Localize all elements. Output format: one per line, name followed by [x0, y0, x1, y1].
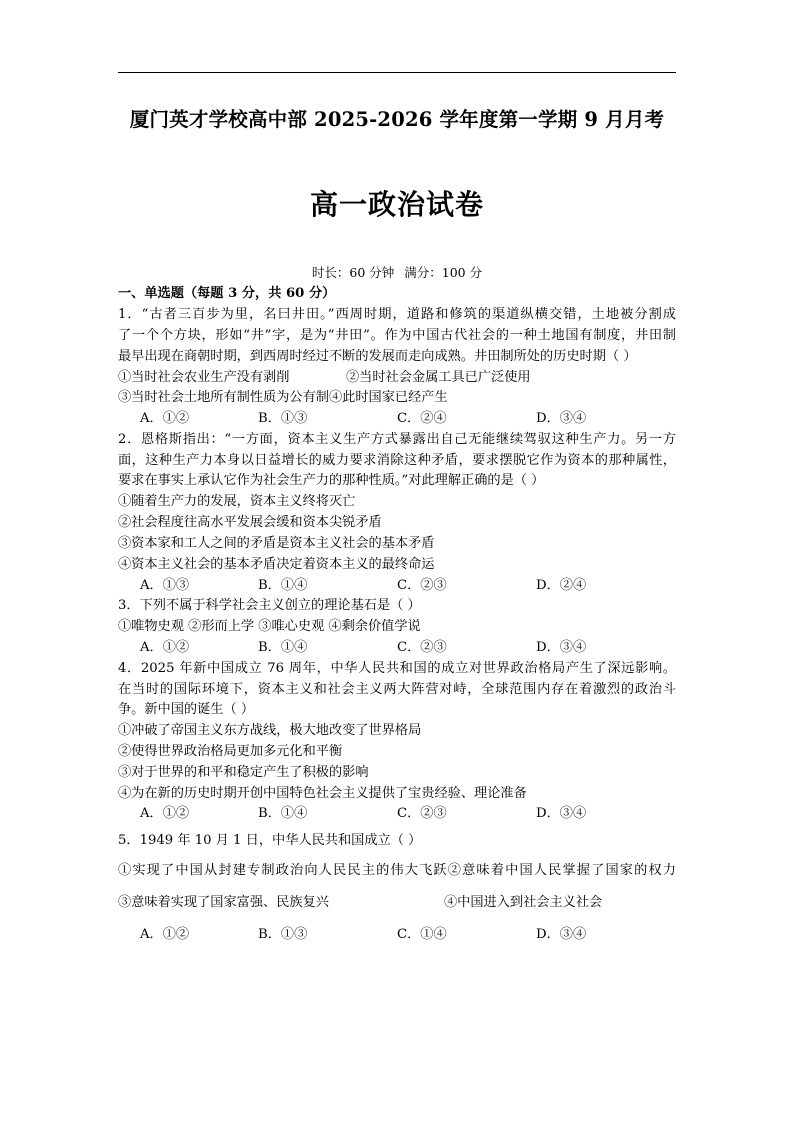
q1-option-a: A．①② — [140, 411, 190, 426]
q2-statement: ③资本家和工人之间的矛盾是资本主义社会的基本矛盾 — [118, 536, 435, 551]
q4-stem-line: 在当时的国际环境下，资本主义和社会主义两大阵营对峙，全球范围内存在着激烈的政治斗 — [118, 682, 676, 697]
q2-statement: ②社会程度往高水平发展会缓和资本尖锐矛盾 — [118, 515, 382, 530]
q2-option-c: C．②③ — [397, 578, 447, 593]
q4-statement: ③对于世界的和平和稳定产生了积极的影响 — [118, 765, 369, 780]
q2-statement: ①随着生产力的发展，资本主义终将灭亡 — [118, 494, 356, 509]
school-exam-title: 厦门英才学校高中部 2025-2026 学年度第一学期 9 月月考 — [129, 108, 665, 131]
q3-stem: 3．下列不属于科学社会主义创立的理论基石是（ ） — [118, 598, 421, 613]
q5-option-d: D．③④ — [536, 927, 587, 942]
q5-statement: ③意味着实现了国家富强、民族复兴 — [118, 895, 329, 910]
q3-option-a: A．①② — [140, 640, 190, 655]
q1-statement: ③当时社会土地所有制性质为公有制④此时国家已经产生 — [118, 390, 448, 405]
q2-statement: ④资本主义社会的基本矛盾决定着资本主义的最终命运 — [118, 557, 435, 572]
q4-stem-line: 4．2025 年新中国成立 76 周年，中华人民共和国的成立对世界政治格局产生了深远影响。 — [118, 661, 676, 676]
paper-title: 高一政治试卷 — [309, 188, 484, 221]
q1-option-c: C．②④ — [397, 411, 447, 426]
q2-stem-line: 要求在事实上承认它作为社会生产力的那种性质。”对此理解正确的是（ ） — [118, 473, 545, 488]
exam-meta — [0, 263, 794, 281]
q5-stem: 5．1949 年 10 月 1 日，中华人民共和国成立（ ） — [118, 833, 422, 848]
q3-option-b: B．①④ — [258, 640, 308, 655]
header-rule — [118, 72, 676, 73]
q4-statement: ④为在新的历史时期开创中国特色社会主义提供了宝贵经验、理论准备 — [118, 786, 527, 801]
q1-option-b: B．①③ — [258, 411, 308, 426]
q2-option-a: A．①③ — [140, 578, 190, 593]
q4-statement: ①冲破了帝国主义东方战线，极大地改变了世界格局 — [118, 723, 422, 738]
q4-option-b: B．①④ — [258, 806, 308, 821]
q5-option-b: B．①③ — [258, 927, 308, 942]
q5-option-a: A．①② — [140, 927, 190, 942]
q4-stem-line: 争。新中国的诞生（ ） — [118, 702, 255, 717]
q5-statement: ①实现了中国从封建专制政治向人民民主的伟大飞跃②意味着中国人民掌握了国家的权力 — [118, 863, 676, 878]
q2-stem-line: 2．恩格斯指出：“一方面，资本主义生产方式暴露出自己无能继续驾驭这种生产力。另一方 — [118, 432, 676, 447]
q1-statement: ①当时社会农业生产没有剥削 — [118, 370, 290, 385]
q2-option-d: D．②④ — [536, 578, 587, 593]
q2-option-b: B．①④ — [258, 578, 308, 593]
q2-stem-line: 面，这种生产力本身以日益增长的威力要求消除这种矛盾，要求摆脱它作为资本的那种属性， — [118, 453, 676, 468]
q4-option-d: D．③④ — [536, 806, 587, 821]
q1-stem-line: 了一个个方块，形如“井”字，是为“井田”。作为中国古代社会的一种土地国有制度，井田制 — [118, 328, 676, 343]
q4-statement: ②使得世界政治格局更加多元化和平衡 — [118, 744, 343, 759]
exam-duration: 时长：60 分钟 — [311, 265, 395, 280]
q3-statements: ①唯物史观 ②形而上学 ③唯心史观 ④剩余价值学说 — [118, 619, 421, 634]
q5-option-c: C．①④ — [397, 927, 447, 942]
q1-stem-line: 1．“古者三百步为里，名曰井田。”西周时期，道路和修筑的渠道纵横交错，土地被分割成 — [118, 307, 676, 322]
q4-option-c: C．②③ — [397, 806, 447, 821]
section-heading: 一、单选题（每题 3 分，共 60 分） — [118, 286, 336, 301]
q3-option-d: D．③④ — [536, 640, 587, 655]
q5-statement: ④中国进入到社会主义社会 — [444, 895, 603, 910]
q1-stem-line: 最早出现在商朝时期，到西周时经过不断的发展而走向成熟。井田制所处的历史时期（ ） — [118, 349, 637, 364]
exam-total-score: 满分：100 分 — [404, 265, 483, 280]
q3-option-c: C．②③ — [397, 640, 447, 655]
q4-option-a: A．①② — [140, 806, 190, 821]
q1-option-d: D．③④ — [536, 411, 587, 426]
q1-statement: ②当时社会金属工具已广泛使用 — [346, 370, 531, 385]
